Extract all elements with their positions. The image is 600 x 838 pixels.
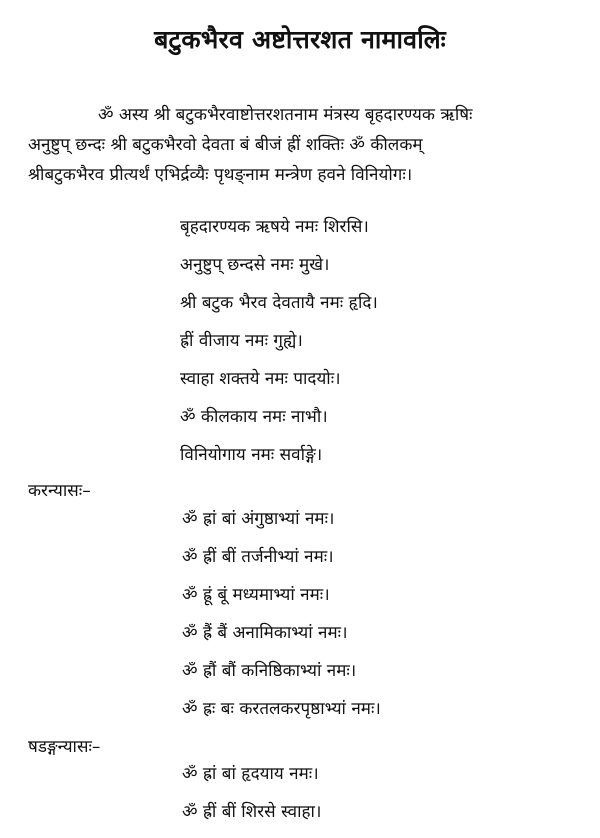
- karanyasa-list: [182, 500, 381, 728]
- karanyasa-line: ॐ ह्रां बां अंगुष्ठाभ्यां नमः।: [182, 509, 335, 529]
- shadanganyasa-heading: षडङ्गन्यासः–: [28, 737, 101, 757]
- karanyasa-heading: करन्यासः–: [28, 481, 91, 501]
- page-title: बटुकभैरव अष्टोत्तरशत नामावलिः: [154, 25, 446, 54]
- nyasa-line: ॐ कीलकाय नमः नाभौ।: [180, 407, 328, 427]
- karanyasa-line: ॐ ह्रूं बूं मध्यमाभ्यां नमः।: [182, 585, 330, 605]
- nyasa-line: बृहदारण्यक ऋषये नमः शिरसि।: [180, 217, 369, 237]
- karanyasa-line: ॐ ह्रः बः करतलकरपृष्ठाभ्यां नमः।: [182, 699, 381, 719]
- shadanganyasa-line: ॐ ह्रीं बीं शिरसे स्वाहा।: [182, 802, 322, 822]
- nyasa-line: स्वाहा शक्तये नमः पादयोः।: [180, 369, 341, 389]
- nyasa-line: विनियोगाय नमः सर्वाङ्गे।: [180, 445, 323, 465]
- shadanganyasa-line: ॐ ह्रां बां हृदयाय नमः।: [182, 764, 319, 784]
- intro-line: ॐ अस्य श्री बटुकभैरवाष्टोत्तरशतनाम मंत्रस्य बृहदारण्यक ऋषिः: [98, 105, 473, 125]
- karanyasa-line: ॐ ह्रैं बैं अनामिकाभ्यां नमः।: [182, 623, 348, 643]
- intro-line: अनुष्टुप् छन्दः श्री बटुकभैरवो देवता बं बीजं ह्रीं शक्तिः ॐ कीलकम्: [28, 135, 423, 155]
- shadanganyasa-list: [182, 755, 321, 831]
- karanyasa-line: ॐ ह्रीं बीं तर्जनीभ्यां नमः।: [182, 547, 334, 567]
- nyasa-line: ह्रीं वीजाय नमः गुह्ये।: [180, 331, 303, 351]
- intro-paragraph: [28, 100, 588, 190]
- nyasa-line: श्री बटुक भैरव देवतायै नमः हृदि।: [180, 293, 378, 313]
- karanyasa-line: ॐ ह्रौं बौं कनिष्ठिकाभ्यां नमः।: [182, 661, 357, 681]
- nyasa-list: [180, 208, 378, 474]
- intro-line: श्रीबटुकभैरव प्रीत्यर्थं एभिर्द्रव्यैः पृथङ्नाम मन्त्रेण हवने विनियोगः।: [28, 165, 413, 185]
- nyasa-line: अनुष्टुप् छन्दसे नमः मुखे।: [180, 255, 330, 275]
